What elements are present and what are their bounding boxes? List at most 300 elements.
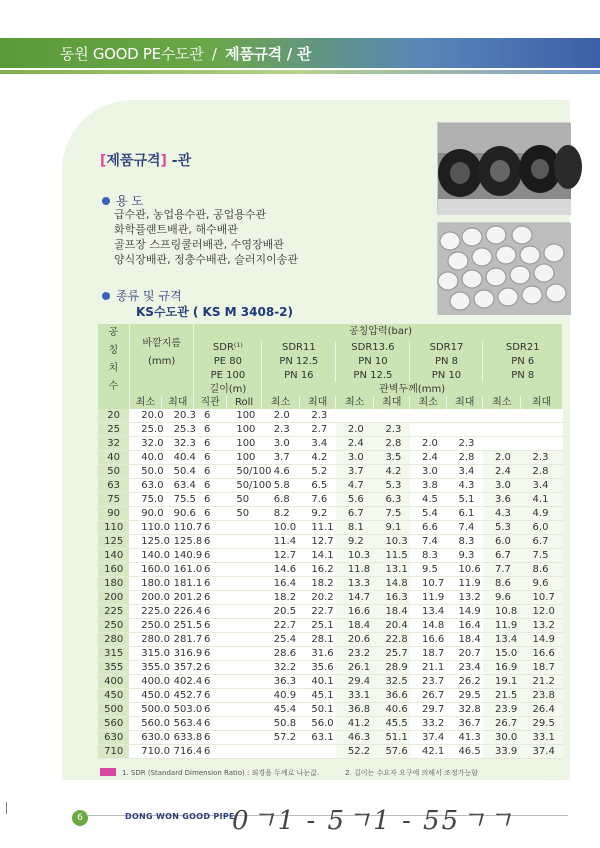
- wall-min-cell: 2.0: [262, 409, 300, 423]
- wall-max-cell: 13.2: [521, 619, 563, 633]
- wall-min-cell: 2.4: [410, 451, 447, 465]
- wall-min-cell: 6.0: [483, 535, 521, 549]
- od-max-cell: 181.1: [162, 577, 194, 591]
- od-min-cell: 20.0: [129, 409, 161, 423]
- od-min-cell: 500.0: [129, 703, 161, 717]
- wall-max-cell: 18.4: [446, 633, 483, 647]
- od-max-cell: 716.4: [162, 745, 194, 759]
- wall-max-cell: 10.6: [446, 563, 483, 577]
- od-min-cell: 280.0: [129, 633, 161, 647]
- od-min-cell: 110.0: [129, 521, 161, 535]
- od-min-cell: 200.0: [129, 591, 161, 605]
- wall-max-cell: 50.1: [299, 703, 336, 717]
- table-row: [98, 479, 563, 493]
- wall-min-cell: 21.5: [483, 689, 521, 703]
- wall-min-cell: [483, 423, 521, 437]
- wall-max-cell: 33.1: [521, 731, 563, 745]
- wall-min-cell: 3.7: [336, 465, 374, 479]
- wall-max-cell: 3.4: [521, 479, 563, 493]
- wall-min-cell: 30.0: [483, 731, 521, 745]
- od-max-cell: 633.8: [162, 731, 194, 745]
- roll-length-cell: [226, 745, 261, 759]
- wall-max-cell: 63.1: [299, 731, 336, 745]
- straight-length-cell: 6: [194, 717, 226, 731]
- wall-max-cell: 46.5: [446, 745, 483, 759]
- roll-length-cell: [226, 647, 261, 661]
- wall-min-cell: 3.0: [483, 479, 521, 493]
- wall-max-cell: 4.2: [373, 465, 410, 479]
- table-row: [98, 605, 563, 619]
- wall-min-cell: 36.3: [262, 675, 300, 689]
- nominal-size-cell: 63: [98, 479, 129, 493]
- wall-max-cell: [521, 409, 563, 423]
- wall-max-cell: 11.9: [446, 577, 483, 591]
- sdr-col: SDR13.6: [336, 341, 410, 355]
- straight-length-cell: 6: [194, 437, 226, 451]
- straight-length-cell: 6: [194, 591, 226, 605]
- note-marker-icon: [100, 768, 116, 776]
- wall-max-cell: 45.5: [373, 717, 410, 731]
- min-header: 최소: [336, 396, 374, 409]
- straight-length-cell: 6: [194, 507, 226, 521]
- wall-thickness-header: 관벽두께(mm): [262, 382, 563, 396]
- wall-min-cell: 18.2: [262, 591, 300, 605]
- roll-length-cell: 100: [226, 451, 261, 465]
- max-header: 최대: [373, 396, 410, 409]
- wall-max-cell: 56.0: [299, 717, 336, 731]
- pe100-col: PN 10: [410, 368, 483, 382]
- wall-max-cell: 9.1: [373, 521, 410, 535]
- wall-max-cell: 57.6: [373, 745, 410, 759]
- pipe-stack-photo: [437, 222, 570, 314]
- straight-length-cell: 6: [194, 745, 226, 759]
- wall-max-cell: 28.1: [299, 633, 336, 647]
- wall-max-cell: 14.9: [521, 633, 563, 647]
- wall-min-cell: 29.7: [410, 703, 447, 717]
- nominal-size-cell: 400: [98, 675, 129, 689]
- wall-min-cell: 26.7: [410, 689, 447, 703]
- od-max-cell: 75.5: [162, 493, 194, 507]
- straight-length-cell: 6: [194, 563, 226, 577]
- od-min-cell: 315.0: [129, 647, 161, 661]
- pressure-header: 공칭압력(bar): [194, 324, 563, 341]
- od-max-cell: 503.0: [162, 703, 194, 717]
- wall-min-cell: 16.4: [262, 577, 300, 591]
- table-row: [98, 451, 563, 465]
- handwritten-phone-number: 0ㄱ1 - 5ㄱ1 - 55ㄱㄱ: [232, 806, 515, 836]
- wall-max-cell: 29.5: [521, 717, 563, 731]
- roll-length-cell: [226, 619, 261, 633]
- bracket-close: ]: [160, 153, 167, 169]
- od-max-cell: 452.7: [162, 689, 194, 703]
- table-row: [98, 549, 563, 563]
- pe100-col: PN 12.5: [336, 368, 410, 382]
- nominal-size-cell: 90: [98, 507, 129, 521]
- wall-max-cell: 35.6: [299, 661, 336, 675]
- wall-min-cell: [262, 745, 300, 759]
- od-min-cell: 250.0: [129, 619, 161, 633]
- od-max-cell: 357.2: [162, 661, 194, 675]
- od-min-cell: 160.0: [129, 563, 161, 577]
- nominal-size-cell: 560: [98, 717, 129, 731]
- wall-min-cell: 16.6: [336, 605, 374, 619]
- wall-max-cell: 16.3: [373, 591, 410, 605]
- scan-mark: [6, 802, 7, 814]
- pe100-col: PN 16: [262, 368, 336, 382]
- wall-min-cell: 2.4: [483, 465, 521, 479]
- footnote-1: 1. SDR (Standard Dimension Ratio) : 외경을 두께로 나눈값.: [122, 769, 320, 777]
- straight-header: 직관: [194, 396, 226, 409]
- straight-length-cell: 6: [194, 465, 226, 479]
- table-row: [98, 437, 563, 451]
- roll-length-cell: [226, 591, 261, 605]
- table-row: [98, 633, 563, 647]
- wall-min-cell: 4.3: [483, 507, 521, 521]
- wall-min-cell: 11.8: [336, 563, 374, 577]
- spec-table-body: [98, 409, 563, 759]
- header-title: [60, 43, 311, 64]
- wall-min-cell: 12.7: [262, 549, 300, 563]
- roll-length-cell: [226, 521, 261, 535]
- wall-min-cell: 32.2: [262, 661, 300, 675]
- wall-min-cell: [410, 409, 447, 423]
- wall-min-cell: 33.1: [336, 689, 374, 703]
- roll-length-cell: 100: [226, 409, 261, 423]
- wall-max-cell: 3.4: [446, 465, 483, 479]
- straight-length-cell: 6: [194, 647, 226, 661]
- straight-length-cell: 6: [194, 661, 226, 675]
- wall-min-cell: 3.0: [262, 437, 300, 451]
- wall-max-cell: 3.5: [373, 451, 410, 465]
- wall-min-cell: 16.6: [410, 633, 447, 647]
- wall-min-cell: 45.4: [262, 703, 300, 717]
- od-min-cell: 40.0: [129, 451, 161, 465]
- wall-max-cell: 6.5: [299, 479, 336, 493]
- wall-max-cell: 14.1: [299, 549, 336, 563]
- od-max-cell: 32.3: [162, 437, 194, 451]
- wall-min-cell: 8.2: [262, 507, 300, 521]
- wall-min-cell: 5.3: [483, 521, 521, 535]
- straight-length-cell: 6: [194, 675, 226, 689]
- wall-min-cell: 2.0: [336, 423, 374, 437]
- od-min-cell: 225.0: [129, 605, 161, 619]
- wall-max-cell: 7.5: [521, 549, 563, 563]
- wall-max-cell: 20.4: [373, 619, 410, 633]
- wall-max-cell: 2.8: [446, 451, 483, 465]
- od-max-cell: 251.5: [162, 619, 194, 633]
- wall-min-cell: 18.7: [410, 647, 447, 661]
- wall-max-cell: 11.5: [373, 549, 410, 563]
- wall-max-cell: 29.5: [446, 689, 483, 703]
- od-min-cell: 140.0: [129, 549, 161, 563]
- roll-length-cell: [226, 605, 261, 619]
- wall-min-cell: 6.8: [262, 493, 300, 507]
- wall-min-cell: 42.1: [410, 745, 447, 759]
- wall-max-cell: 12.7: [299, 535, 336, 549]
- roll-length-cell: [226, 535, 261, 549]
- roll-length-cell: [226, 563, 261, 577]
- min-header: 최소: [262, 396, 300, 409]
- wall-min-cell: 9.5: [410, 563, 447, 577]
- od-max-cell: 25.3: [162, 423, 194, 437]
- wall-max-cell: 9.2: [299, 507, 336, 521]
- wall-max-cell: 26.2: [446, 675, 483, 689]
- wall-max-cell: 14.8: [373, 577, 410, 591]
- wall-min-cell: [410, 423, 447, 437]
- nominal-size-cell: 160: [98, 563, 129, 577]
- wall-min-cell: 8.6: [483, 577, 521, 591]
- nominal-sub-blank: [98, 396, 129, 409]
- wall-min-cell: 2.0: [410, 437, 447, 451]
- wall-max-cell: 41.3: [446, 731, 483, 745]
- wall-min-cell: 19.1: [483, 675, 521, 689]
- wall-min-cell: 3.6: [483, 493, 521, 507]
- wall-min-cell: 37.4: [410, 731, 447, 745]
- straight-length-cell: 6: [194, 521, 226, 535]
- wall-max-cell: 16.2: [299, 563, 336, 577]
- od-max-cell: 140.9: [162, 549, 194, 563]
- wall-max-cell: 18.7: [521, 661, 563, 675]
- wall-min-cell: 23.7: [410, 675, 447, 689]
- pe100-label: PE 100: [194, 368, 262, 382]
- od-max-cell: 201.2: [162, 591, 194, 605]
- wall-max-cell: [373, 409, 410, 423]
- wall-min-cell: 4.7: [336, 479, 374, 493]
- od-max-cell: 125.8: [162, 535, 194, 549]
- straight-length-cell: 6: [194, 605, 226, 619]
- wall-max-cell: 25.7: [373, 647, 410, 661]
- od-max-cell: 40.4: [162, 451, 194, 465]
- wall-max-cell: 3.4: [299, 437, 336, 451]
- od-max-cell: 316.9: [162, 647, 194, 661]
- wall-max-cell: 12.0: [521, 605, 563, 619]
- wall-min-cell: 7.7: [483, 563, 521, 577]
- pe80-col: PN 6: [483, 355, 563, 369]
- straight-length-cell: 6: [194, 451, 226, 465]
- od-max-cell: 20.3: [162, 409, 194, 423]
- od-min-cell: 630.0: [129, 731, 161, 745]
- wall-max-cell: 9.6: [521, 577, 563, 591]
- od-max-cell: 90.6: [162, 507, 194, 521]
- wall-max-cell: 32.8: [446, 703, 483, 717]
- wall-min-cell: 16.9: [483, 661, 521, 675]
- nominal-size-cell: 315: [98, 647, 129, 661]
- usage-line: 화학플랜트배관, 해수배관: [114, 223, 238, 236]
- od-min-cell: 50.0: [129, 465, 161, 479]
- straight-length-cell: 6: [194, 479, 226, 493]
- straight-length-cell: 6: [194, 633, 226, 647]
- od-max-cell: 161.0: [162, 563, 194, 577]
- wall-max-cell: 22.8: [373, 633, 410, 647]
- wall-max-cell: 4.9: [521, 507, 563, 521]
- roll-length-cell: 100: [226, 423, 261, 437]
- straight-length-cell: 6: [194, 493, 226, 507]
- od-min-cell: 25.0: [129, 423, 161, 437]
- od-max-cell: 402.4: [162, 675, 194, 689]
- wall-min-cell: 29.4: [336, 675, 374, 689]
- nominal-size-cell: 450: [98, 689, 129, 703]
- nominal-size-cell: 25: [98, 423, 129, 437]
- pe80-label: PE 80: [194, 355, 262, 369]
- wall-max-cell: 4.1: [521, 493, 563, 507]
- wall-min-cell: 52.2: [336, 745, 374, 759]
- roll-length-cell: 100: [226, 437, 261, 451]
- wall-min-cell: 15.0: [483, 647, 521, 661]
- wall-min-cell: 2.0: [483, 451, 521, 465]
- section-subtitle: -관: [171, 153, 192, 169]
- wall-max-cell: 13.1: [373, 563, 410, 577]
- table-row: [98, 703, 563, 717]
- od-min-cell: 400.0: [129, 675, 161, 689]
- wall-min-cell: 5.8: [262, 479, 300, 493]
- spec-table-head: [98, 324, 563, 409]
- header-title-main: 동원 GOOD PE수도관: [60, 45, 204, 63]
- min-header: 최소: [129, 396, 161, 409]
- straight-length-cell: 6: [194, 619, 226, 633]
- bullet-dot-icon: [102, 292, 110, 300]
- wall-min-cell: 5.4: [410, 507, 447, 521]
- wall-min-cell: 2.4: [336, 437, 374, 451]
- straight-length-cell: 6: [194, 731, 226, 745]
- nominal-size-cell: 40: [98, 451, 129, 465]
- usage-line: 골프장 스프링쿨러배관, 수영장배관: [114, 238, 284, 251]
- roll-length-cell: 50/100: [226, 465, 261, 479]
- wall-max-cell: 8.3: [446, 535, 483, 549]
- max-header: 최대: [446, 396, 483, 409]
- usage-line: 급수관, 농업용수관, 공업용수관: [114, 208, 267, 221]
- table-row: [98, 465, 563, 479]
- table-row: [98, 577, 563, 591]
- wall-min-cell: 6.7: [336, 507, 374, 521]
- length-header: 길이(m): [194, 382, 262, 396]
- wall-min-cell: 33.2: [410, 717, 447, 731]
- wall-max-cell: 7.5: [373, 507, 410, 521]
- nominal-size-cell: 140: [98, 549, 129, 563]
- min-header: 최소: [483, 396, 521, 409]
- wall-min-cell: 13.3: [336, 577, 374, 591]
- wall-max-cell: 45.1: [299, 689, 336, 703]
- od-min-cell: 450.0: [129, 689, 161, 703]
- wall-min-cell: 13.4: [410, 605, 447, 619]
- wall-min-cell: 9.2: [336, 535, 374, 549]
- types-heading: [102, 287, 182, 304]
- wall-max-cell: 10.3: [373, 535, 410, 549]
- od-max-cell: 281.7: [162, 633, 194, 647]
- wall-min-cell: [483, 437, 521, 451]
- nominal-size-cell: 75: [98, 493, 129, 507]
- min-header: 최소: [410, 396, 447, 409]
- od-min-cell: 63.0: [129, 479, 161, 493]
- wall-min-cell: 11.9: [483, 619, 521, 633]
- nominal-size-cell: 630: [98, 731, 129, 745]
- page-number: 6: [72, 810, 88, 826]
- table-row: [98, 717, 563, 731]
- header-title-section: 제품규격 / 관: [225, 45, 312, 63]
- wall-min-cell: [336, 409, 374, 423]
- wall-min-cell: 3.7: [262, 451, 300, 465]
- header-separator: /: [211, 45, 217, 63]
- pe80-col: PN 12.5: [262, 355, 336, 369]
- pipe-coils-photo: [437, 122, 570, 214]
- od-min-cell: 180.0: [129, 577, 161, 591]
- wall-max-cell: [446, 409, 483, 423]
- wall-min-cell: 8.1: [336, 521, 374, 535]
- wall-min-cell: 2.3: [262, 423, 300, 437]
- wall-max-cell: 32.5: [373, 675, 410, 689]
- wall-min-cell: 8.3: [410, 549, 447, 563]
- wall-min-cell: 6.6: [410, 521, 447, 535]
- page-header: [0, 38, 600, 76]
- wall-max-cell: 16.6: [521, 647, 563, 661]
- table-row: [98, 731, 563, 745]
- roll-length-cell: [226, 703, 261, 717]
- wall-max-cell: 40.6: [373, 703, 410, 717]
- wall-max-cell: 23.4: [446, 661, 483, 675]
- wall-max-cell: 14.9: [446, 605, 483, 619]
- wall-min-cell: 46.3: [336, 731, 374, 745]
- od-max-cell: 63.4: [162, 479, 194, 493]
- roll-length-cell: 50: [226, 507, 261, 521]
- wall-max-cell: 22.7: [299, 605, 336, 619]
- wall-max-cell: 51.1: [373, 731, 410, 745]
- wall-min-cell: 26.1: [336, 661, 374, 675]
- wall-max-cell: 4.2: [299, 451, 336, 465]
- straight-length-cell: 6: [194, 423, 226, 437]
- table-row: [98, 409, 563, 423]
- wall-max-cell: 28.9: [373, 661, 410, 675]
- wall-max-cell: 7.6: [299, 493, 336, 507]
- ks-pipe-title: KS수도관 ( KS M 3408-2): [136, 305, 294, 319]
- sdr-col: SDR21: [483, 341, 563, 355]
- wall-min-cell: 3.0: [336, 451, 374, 465]
- nominal-size-cell: 225: [98, 605, 129, 619]
- od-sub-blank: [129, 382, 194, 396]
- od-max-cell: 110.7: [162, 521, 194, 535]
- bullet-dot-icon: [102, 197, 110, 205]
- wall-min-cell: 23.2: [336, 647, 374, 661]
- footnotes: [100, 768, 478, 778]
- sdr-label: SDR⁽¹⁾: [194, 341, 262, 355]
- od-min-cell: 560.0: [129, 717, 161, 731]
- wall-min-cell: 40.9: [262, 689, 300, 703]
- wall-min-cell: 41.2: [336, 717, 374, 731]
- wall-max-cell: 2.3: [373, 423, 410, 437]
- table-row: [98, 661, 563, 675]
- wall-min-cell: 18.4: [336, 619, 374, 633]
- nominal-size-cell: 355: [98, 661, 129, 675]
- types-heading-text: 종류 및 규격: [116, 289, 182, 303]
- bracket-open: [: [100, 153, 107, 169]
- wall-max-cell: 20.2: [299, 591, 336, 605]
- section-title: [100, 150, 191, 170]
- nominal-size-cell: 200: [98, 591, 129, 605]
- wall-max-cell: 6.3: [373, 493, 410, 507]
- wall-min-cell: 14.8: [410, 619, 447, 633]
- wall-min-cell: 10.8: [483, 605, 521, 619]
- od-max-cell: 563.4: [162, 717, 194, 731]
- usage-heading-text: 용 도: [116, 194, 143, 208]
- od-min-cell: 75.0: [129, 493, 161, 507]
- straight-length-cell: 6: [194, 409, 226, 423]
- wall-max-cell: 36.6: [373, 689, 410, 703]
- wall-max-cell: 9.3: [446, 549, 483, 563]
- wall-max-cell: 23.8: [521, 689, 563, 703]
- wall-min-cell: [483, 409, 521, 423]
- wall-max-cell: 37.4: [521, 745, 563, 759]
- wall-min-cell: 21.1: [410, 661, 447, 675]
- wall-max-cell: 8.6: [521, 563, 563, 577]
- table-row: [98, 507, 563, 521]
